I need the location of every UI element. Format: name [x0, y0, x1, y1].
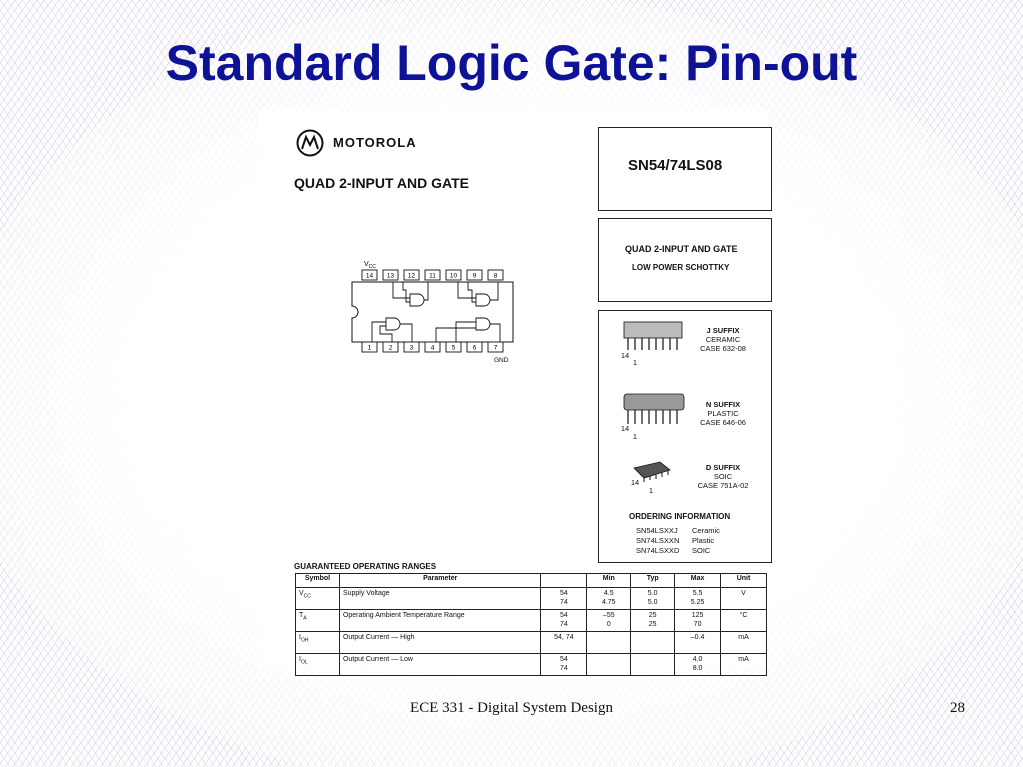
symbol-cell: $I_{OL}$	[296, 654, 340, 676]
parameter-cell: Supply Voltage	[339, 588, 540, 610]
max-cell: 125 70	[675, 610, 721, 632]
typ-cell: 25 25	[631, 610, 675, 632]
top-pin-number: 11	[429, 272, 436, 280]
table-row	[296, 588, 767, 610]
typ-cell	[631, 632, 675, 654]
ordering-part: SN74LSXXD	[636, 546, 680, 555]
bottom-pin-number: 2	[388, 344, 393, 352]
brand-name: MOTOROLA	[333, 135, 417, 150]
subtitle-box	[598, 218, 772, 302]
pkg-d-suffix: D SUFFIX	[705, 463, 741, 472]
grade-cell: 54 74	[541, 588, 587, 610]
parameter-cell: Output Current — Low	[339, 654, 540, 676]
col-header: Parameter	[339, 574, 540, 588]
bottom-pin-number: 5	[451, 344, 456, 352]
top-pin-number: 13	[386, 272, 395, 280]
pkg-n-pin-hi: 14	[620, 424, 630, 433]
operating-ranges-heading: GUARANTEED OPERATING RANGES	[294, 562, 437, 571]
slide-title: Standard Logic Gate: Pin-out	[165, 35, 858, 91]
ordering-type: SOIC	[692, 546, 711, 555]
table-row	[296, 610, 767, 632]
symbol-cell: $V_{CC}$	[296, 588, 340, 610]
vcc-label: $V_{CC}$	[364, 261, 376, 270]
pkg-j-case: CASE 632-08	[700, 344, 746, 353]
operating-ranges-table	[295, 573, 767, 676]
datasheet-heading: QUAD 2-INPUT AND GATE	[294, 175, 469, 191]
min-cell: –55 0	[587, 610, 631, 632]
pkg-n-material: PLASTIC	[707, 409, 739, 418]
bottom-pin-number: 7	[493, 344, 498, 352]
max-cell: –0.4	[675, 632, 721, 654]
ordering-row	[636, 526, 748, 535]
min-cell	[587, 632, 631, 654]
col-header	[541, 574, 587, 588]
grade-cell: 54 74	[541, 610, 587, 632]
pkg-n-case: CASE 646-06	[700, 418, 746, 427]
unit-cell: mA	[721, 654, 767, 676]
top-pin-number: 9	[472, 272, 477, 280]
min-cell	[587, 654, 631, 676]
col-header: Unit	[721, 574, 767, 588]
table-row	[296, 632, 767, 654]
ordering-heading: ORDERING INFORMATION	[629, 512, 731, 521]
grade-cell: 54, 74	[541, 632, 587, 654]
ordering-type: Plastic	[692, 536, 715, 545]
ordering-row	[636, 546, 748, 555]
bottom-pin-number: 4	[430, 344, 435, 352]
subtitle-gate: QUAD 2-INPUT AND GATE	[625, 244, 738, 254]
subtitle-family: LOW POWER SCHOTTKY	[632, 263, 730, 272]
symbol-subscript: OL	[300, 659, 308, 666]
bottom-pin-row	[362, 342, 503, 352]
unit-cell: V	[721, 588, 767, 610]
ordering-row	[636, 536, 748, 545]
symbol-cell: $T_A$	[296, 610, 340, 632]
bottom-pin-number: 1	[367, 344, 372, 352]
unit-cell: mA	[721, 632, 767, 654]
max-cell: 5.5 5.25	[675, 588, 721, 610]
symbol-cell: $I_{OH}$	[296, 632, 340, 654]
pinout-diagram	[348, 258, 518, 368]
grade-cell: 54 74	[541, 654, 587, 676]
top-pin-number: 8	[493, 272, 498, 280]
top-pin-number: 10	[449, 272, 458, 280]
pkg-n-suffix: N SUFFIX	[705, 400, 741, 409]
parameter-cell: Output Current — High	[339, 632, 540, 654]
typ-cell	[631, 654, 675, 676]
max-cell: 4.0 8.0	[675, 654, 721, 676]
pkg-j-suffix: J SUFFIX	[706, 326, 740, 335]
symbol-subscript: A	[303, 615, 307, 622]
pkg-n-pin-lo: 1	[632, 432, 638, 441]
ordering-part: SN74LSXXN	[636, 536, 680, 545]
pkg-d-case: CASE 751A-02	[697, 481, 749, 490]
bottom-pin-number: 3	[409, 344, 414, 352]
col-header: Min	[587, 574, 631, 588]
unit-cell: °C	[721, 610, 767, 632]
pkg-d-material: SOIC	[713, 472, 733, 481]
parameter-cell: Operating Ambient Temperature Range	[339, 610, 540, 632]
gnd-label: GND	[494, 357, 509, 364]
table-row	[296, 654, 767, 676]
col-header: Symbol	[296, 574, 340, 588]
top-pin-row	[362, 270, 503, 280]
symbol-subscript: CC	[303, 593, 311, 600]
top-pin-number: 12	[407, 272, 416, 280]
top-pin-number: 14	[365, 272, 374, 280]
pkg-n-info	[678, 400, 768, 427]
ordering-part: SN54LSXXJ	[636, 526, 678, 535]
pkg-d-pin-lo: 1	[648, 486, 654, 495]
typ-cell: 5.0 5.0	[631, 588, 675, 610]
pkg-j-material: CERAMIC	[705, 335, 741, 344]
slide-footer: ECE 331 - Digital System Design	[410, 700, 613, 716]
motorola-logo-icon	[296, 129, 324, 157]
pkg-j-pin-hi: 14	[620, 351, 630, 360]
pkg-d-pin-hi: 14	[630, 478, 640, 487]
pkg-j-pin-lo: 1	[632, 358, 638, 367]
table-header-row	[296, 574, 767, 588]
pkg-j-info	[678, 326, 768, 353]
col-header: Typ	[631, 574, 675, 588]
min-cell: 4.5 4.75	[587, 588, 631, 610]
ordering-type: Ceramic	[692, 526, 720, 535]
page-number: 28	[950, 700, 965, 716]
col-header: Max	[675, 574, 721, 588]
pkg-d-info	[678, 463, 768, 490]
symbol-subscript: OH	[300, 637, 309, 644]
bottom-pin-number: 6	[472, 344, 477, 352]
part-number: SN54/74LS08	[628, 157, 723, 174]
